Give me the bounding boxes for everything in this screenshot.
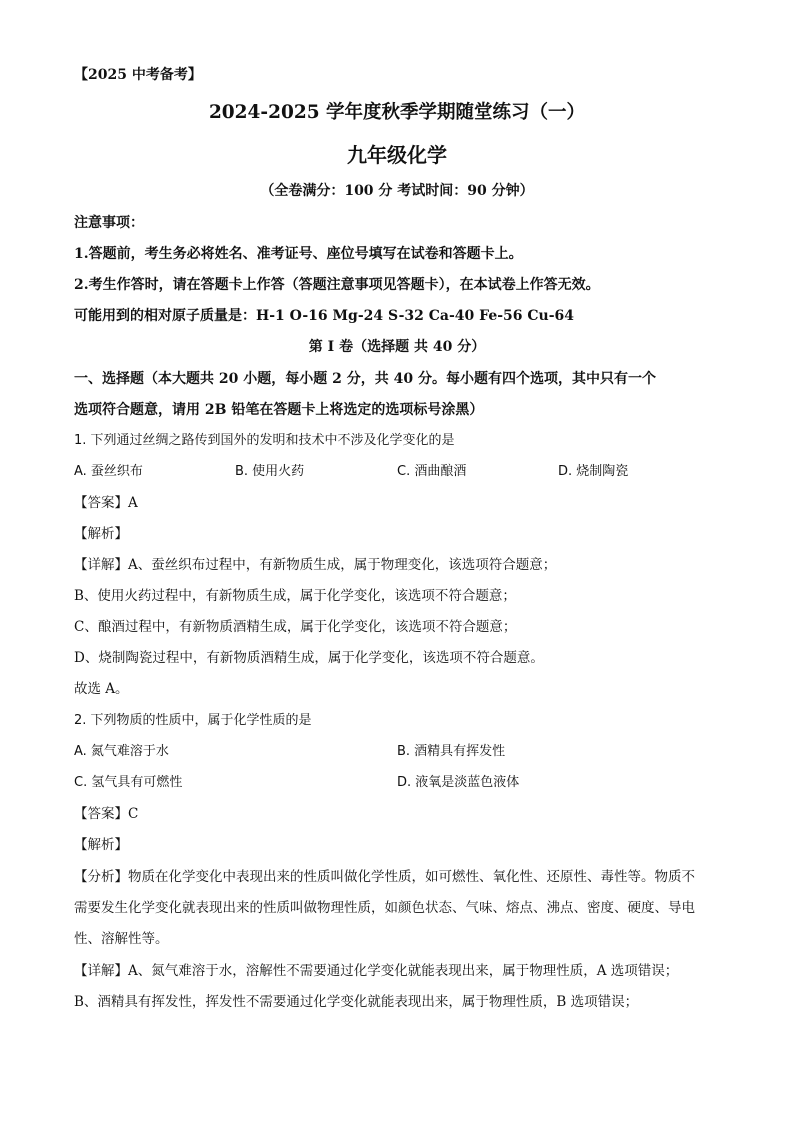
question-2-detail-1: 【详解】A、氮气难溶于水，溶解性不需要通过化学变化就能表现出来，属于物理性质，A 选项错误； [74,963,679,979]
exam-title: 2024-2025 学年度秋季学期随堂练习（一） [208,102,586,123]
exam-tag: 【2025 中考备考】 [74,67,202,83]
question-1-option-a: A. 蚕丝织布 [74,464,143,479]
question-1-detail-2: B、使用火药过程中，有新物质生成，属于化学变化，该选项不符合题意； [74,588,516,604]
section-instruction-1: 一、选择题（本大题共 20 小题，每小题 2 分，共 40 分。每小题有四个选项，其中只有一个 [74,371,656,387]
question-1-conclusion: 故选 A。 [74,681,129,697]
note-item-2: 2.考生作答时，请在答题卡上作答（答题注意事项见答题卡），在本试卷上作答无效。 [74,277,600,293]
section-title: 第 I 卷（选择题 共 40 分） [308,339,486,355]
question-2-option-a: A. 氮气难溶于水 [74,744,169,759]
question-1-detail-4: D、烧制陶瓷过程中，有新物质酒精生成，属于化学变化，该选项不符合题意。 [74,650,544,666]
note-item-1: 1.答题前，考生务必将姓名、准考证号、座位号填写在试卷和答题卡上。 [74,246,523,262]
question-2-option-d: D. 液氧是淡蓝色液体 [397,775,520,790]
question-2-option-b: B. 酒精具有挥发性 [397,744,506,759]
question-2-analysis-2: 需要发生化学变化就表现出来的性质叫做物理性质，如颜色状态、气味、熔点、沸点、密度、硬度、导电 [74,900,695,916]
question-2-answer: 【答案】C [74,806,139,822]
exam-meta: （全卷满分：100 分 考试时间：90 分钟） [260,183,534,199]
question-2-stem: 2. 下列物质的性质中，属于化学性质的是 [74,713,312,728]
question-1-detail-3: C、酿酒过程中，有新物质酒精生成，属于化学变化，该选项不符合题意； [74,619,517,635]
question-2-analysis-label: 【解析】 [74,837,128,853]
question-1-option-b: B. 使用火药 [235,464,305,479]
question-1-option-c: C. 酒曲酿酒 [397,464,467,479]
question-1-stem: 1. 下列通过丝绸之路传到国外的发明和技术中不涉及化学变化的是 [74,433,455,448]
question-1-answer: 【答案】A [74,495,138,511]
question-2-analysis-3: 性、溶解性等。 [74,931,169,947]
question-2-detail-2: B、酒精具有挥发性，挥发性不需要通过化学变化就能表现出来，属于物理性质，B 选项错误； [74,994,639,1010]
question-1-analysis-label: 【解析】 [74,526,128,542]
question-2-option-c: C. 氢气具有可燃性 [74,775,183,790]
atomic-mass-line: 可能用到的相对原子质量是：H-1 O-16 Mg-24 S-32 Ca-40 Fe-56 Cu-64 [74,308,575,324]
notes-heading: 注意事项： [74,215,144,231]
question-1-detail-1: 【详解】A、蚕丝织布过程中，有新物质生成，属于物理变化，该选项符合题意； [74,557,557,573]
question-2-analysis-1: 【分析】物质在化学变化中表现出来的性质叫做化学性质，如可燃性、氧化性、还原性、毒性等。物质不 [74,869,695,885]
exam-subject: 九年级化学 [347,143,447,167]
section-instruction-2: 选项符合题意，请用 2B 铅笔在答题卡上将选定的选项标号涂黑） [74,402,484,418]
question-1-option-d: D. 烧制陶瓷 [558,464,629,479]
